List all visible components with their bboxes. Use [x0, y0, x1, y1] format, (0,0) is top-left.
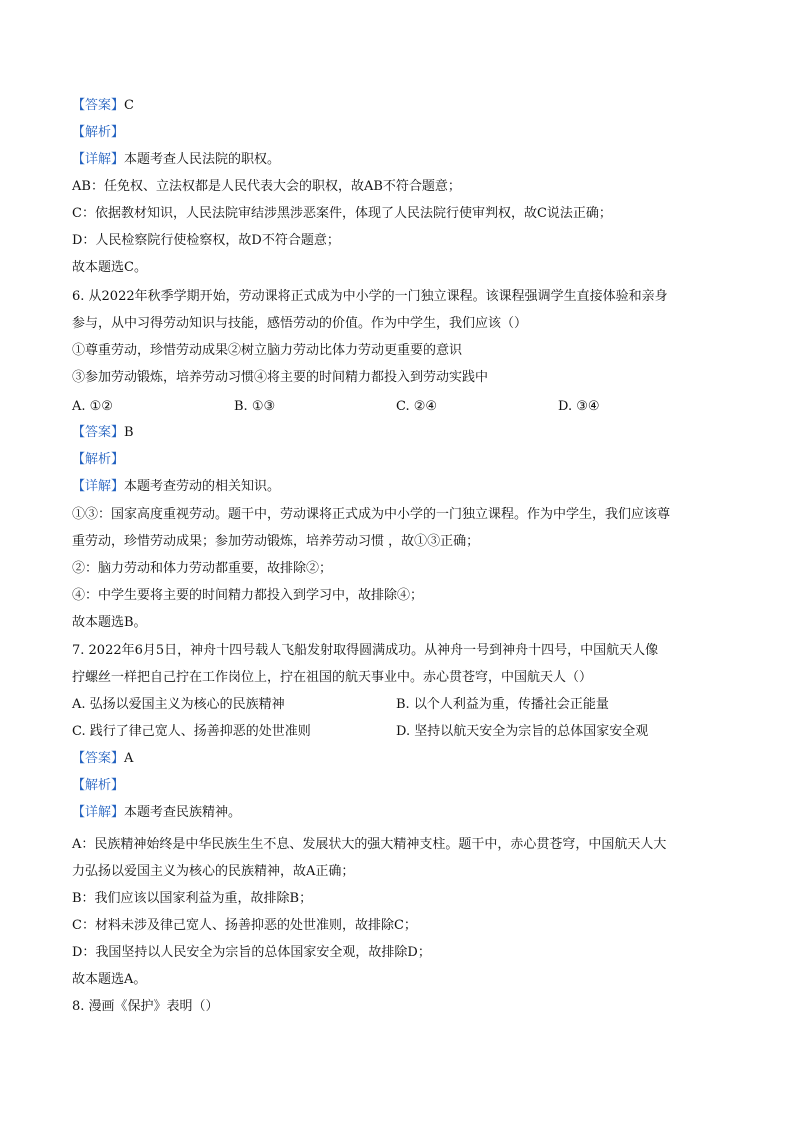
q6-conclusion: 故本题选B。 [72, 615, 147, 630]
q8-stem-line: 8. 漫画《保护》表明（） [72, 999, 219, 1014]
q7-explanation-line: 力弘扬以爱国主义为核心的民族精神，故A正确； [72, 864, 355, 879]
q6-detail [72, 478, 280, 496]
detail-intro: 本题考查劳动的相关知识。 [124, 479, 281, 494]
q7-option-a: A. 弘扬以爱国主义为核心的民族精神 [72, 697, 285, 712]
q5-conclusion: 故本题选C。 [72, 260, 147, 275]
q7-explanation-line: B：我们应该以国家利益为重，故排除B； [72, 891, 313, 906]
detail-intro: 本题考查人民法院的职权。 [124, 152, 281, 167]
q6-statement-line: ①尊重劳动，珍惜劳动成果②树立脑力劳动比体力劳动更重要的意识 [72, 343, 463, 358]
answer-value: C [124, 98, 134, 113]
q7-analysis-tag: 【解析】 [72, 778, 125, 793]
q6-analysis-tag: 【解析】 [72, 452, 125, 467]
answer-tag: 【答案】 [72, 425, 125, 440]
q7-explanation-line: C：材料未涉及律己宽人、扬善抑恶的处世准则，故排除C； [72, 918, 417, 933]
answer-tag: 【答案】 [72, 751, 125, 766]
q6-option-a: A. ①② [72, 399, 113, 414]
q6-explanation-line: ②：脑力劳动和体力劳动都重要，故排除②； [72, 561, 333, 576]
q6-option-c: C. ②④ [396, 399, 438, 414]
q7-option-c: C. 践行了律己宽人、扬善抑恶的处世准则 [72, 724, 311, 739]
q5-analysis-tag: 【解析】 [72, 125, 125, 140]
q5-explanation-line: C：依据教材知识，人民法院审结涉黑涉恶案件，体现了人民法院行使审判权，故C说法正确； [72, 206, 612, 221]
q7-answer [72, 750, 133, 768]
q6-option-d: D. ③④ [558, 399, 600, 414]
q6-stem-line: 6. 从2022年秋季学期开始，劳动课将正式成为中小学的一门独立课程。该课程强调学生直接体验和亲身 [72, 289, 668, 304]
q6-explanation-line: ④：中学生要将主要的时间精力都投入到学习中，故排除④； [72, 588, 424, 603]
q7-stem-line: 拧螺丝一样把自己拧在工作岗位上，拧在祖国的航天事业中。赤心贯苍穹，中国航天人（） [72, 670, 593, 685]
q7-stem-line: 7. 2022年6月5日，神舟十四号载人飞船发射取得圆满成功。从神舟一号到神舟十四号，中国航天人像 [72, 643, 659, 658]
q6-explanation-line: 重劳动，珍惜劳动成果；参加劳动锻炼，培养劳动习惯 ，故①③正确； [72, 534, 480, 549]
q5-answer [72, 97, 134, 115]
answer-tag: 【答案】 [72, 98, 125, 113]
q5-explanation-line: AB：任免权、立法权都是人民代表大会的职权，故AB不符合题意； [72, 179, 461, 194]
q6-explanation-line: ①③：国家高度重视劳动。题干中，劳动课将正式成为中小学的一门独立课程。作为中学生，我们应该尊 [72, 507, 671, 522]
q6-option-b: B. ①③ [234, 399, 276, 414]
q7-explanation-line: A：民族精神始终是中华民族生生不息、发展状大的强大精神支柱。题干中，赤心贯苍穹，中国航天人大 [72, 837, 667, 852]
detail-tag: 【详解】 [72, 805, 125, 820]
q7-detail [72, 804, 241, 822]
detail-tag: 【详解】 [72, 479, 125, 494]
q7-conclusion: 故本题选A。 [72, 972, 147, 987]
q6-stem-line: 参与，从中习得劳动知识与技能，感悟劳动的价值。作为中学生，我们应该（） [72, 316, 528, 331]
q5-explanation-line: D：人民检察院行使检察权，故D不符合题意； [72, 233, 340, 248]
answer-value: A [124, 751, 134, 766]
q6-statement-line: ③参加劳动锻炼，培养劳动习惯④将主要的时间精力都投入到劳动实践中 [72, 370, 489, 385]
answer-value: B [124, 425, 134, 440]
detail-tag: 【详解】 [72, 152, 125, 167]
q7-explanation-line: D：我国坚持以人民安全为宗旨的总体国家安全观，故排除D； [72, 945, 431, 960]
q7-option-d: D. 坚持以航天安全为宗旨的总体国家安全观 [396, 724, 649, 739]
detail-intro: 本题考查民族精神。 [124, 805, 242, 820]
q7-option-b: B. 以个人利益为重，传播社会正能量 [396, 697, 609, 712]
q6-answer [72, 424, 134, 442]
q5-detail [72, 151, 280, 169]
